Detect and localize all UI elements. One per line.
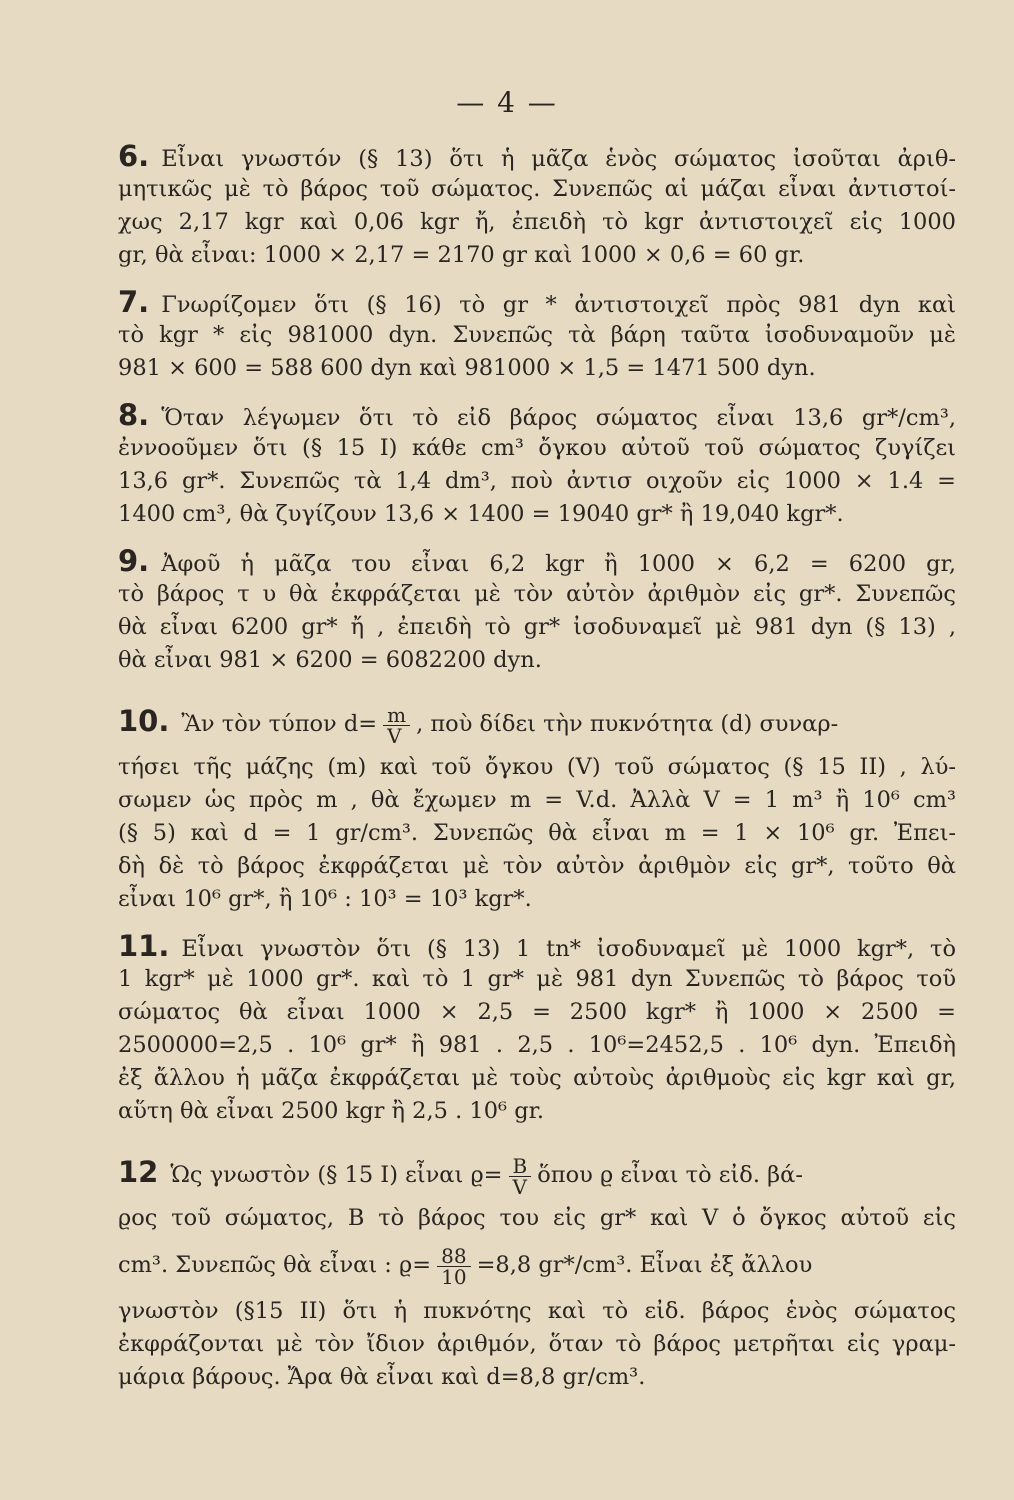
- fraction: [383, 702, 410, 748]
- text-line: Γνωρίζομεν ὅτι (§ 16) τὸ gr * ἀντιστοιχεῖ πρὸς 981 dyn καὶ: [161, 292, 956, 318]
- text-line: gr, θὰ εἶναι: 1000 × 2,17 = 2170 gr καὶ 1000 × 0,6 = 60 gr.: [118, 242, 805, 268]
- text-line: τήσει τῆς μάζης (m) καὶ τοῦ ὄγκου (V) τοῦ σώματος (§ 15 II) , λύ-: [118, 754, 956, 780]
- text-line: χως 2,17 kgr καὶ 0,06 kgr ἤ, ἐπειδὴ τὸ kgr ἀντιστοιχεῖ εἰς 1000: [118, 209, 956, 235]
- text-line: 2500000=2,5 . 10⁶ gr* ἢ 981 . 2,5 . 10⁶=2452,5 . 10⁶ dyn. Ἐπειδὴ: [118, 1032, 956, 1058]
- text-line: θὰ εἶναι 981 × 6200 = 6082200 dyn.: [118, 647, 542, 673]
- text-line: θὰ εἶναι 6200 gr* ἤ , ἐπειδὴ τὸ gr* ἰσοδυναμεῖ μὲ 981 dyn (§ 13) ,: [118, 614, 956, 640]
- answer-10: [118, 691, 956, 916]
- answer-6: [118, 140, 956, 272]
- answer-11: [118, 930, 956, 1128]
- fraction: [437, 1243, 470, 1289]
- text-line: Ἀφοῦ ἡ μᾶζα του εἶναι 6,2 kgr ἢ 1000 × 6,2 = 6200 gr,: [161, 551, 956, 577]
- answer-number: 9.: [118, 545, 150, 578]
- text-line: τὸ kgr * εἰς 981000 dyn. Συνεπῶς τὰ βάρη ταῦτα ἰσοδυναμοῦν μὲ: [118, 322, 956, 348]
- text-line: αὕτη θὰ εἶναι 2500 kgr ἢ 2,5 . 10⁶ gr.: [118, 1098, 545, 1124]
- page-body: [118, 140, 956, 1408]
- text-fragment: cm³. Συνεπῶς θὰ εἶναι : ϱ=: [118, 1252, 432, 1278]
- answer-9: [118, 545, 956, 677]
- text-line: ἐκφράζονται μὲ τὸν ἴδιον ἀριθμόν, ὅταν τὸ βάρος μετρῆται εἰς γραμ-: [118, 1331, 956, 1357]
- page-number: — 4 —: [456, 86, 558, 119]
- fraction-denominator: 10: [441, 1264, 467, 1289]
- text-line: Εἶναι γνωστὸν ὅτι (§ 13) 1 tn* ἰσοδυναμεῖ μὲ 1000 kgr*, τὸ: [181, 936, 956, 962]
- text-line: 1400 cm³, θὰ ζυγίζουν 13,6 × 1400 = 19040 gr* ἢ 19,040 kgr*.: [118, 501, 844, 527]
- text-line: Εἶναι γνωστόν (§ 13) ὅτι ἡ μᾶζα ἑνὸς σώματος ἰσοῦται ἀριθ-: [161, 146, 956, 172]
- text-line: εἶναι 10⁶ gr*, ἢ 10⁶ : 10³ = 10³ kgr*.: [118, 886, 532, 912]
- text-line: 13,6 gr*. Συνεπῶς τὰ 1,4 dm³, ποὺ ἀντισ οιχοῦν εἰς 1000 × 1.4 =: [118, 468, 956, 494]
- text-line: δὴ δὲ τὸ βάρος ἐκφράζεται μὲ τὸν αὐτὸν ἀριθμὸν εἰς gr*, τοῦτο θὰ: [118, 853, 956, 879]
- answer-12: [118, 1142, 956, 1394]
- answer-number: 6.: [118, 140, 150, 173]
- text-line: γνωστὸν (§15 II) ὅτι ἡ πυκνότης καὶ τὸ εἰδ. βάρος ἑνὸς σώματος: [118, 1298, 956, 1324]
- text-line: Ὅταν λέγωμεν ὅτι τὸ εἰδ βάρος σώματος εἶναι 13,6 gr*/cm³,: [161, 405, 956, 431]
- answer-number: 11.: [118, 930, 170, 963]
- answer-number: 8.: [118, 399, 150, 432]
- text-line: ϱος τοῦ σώματος, B τὸ βάρος του εἰς gr* καὶ V ὁ ὄγκος αὐτοῦ εἰς: [118, 1205, 956, 1231]
- text-line: 981 × 600 = 588 600 dyn καὶ 981000 × 1,5 = 1471 500 dyn.: [118, 355, 816, 381]
- text-line: ἐξ ἄλλου ἡ μᾶζα ἐκφράζεται μὲ τοὺς αὐτοὺς ἀριθμοὺς εἰς kgr καὶ gr,: [118, 1065, 956, 1091]
- text-line: σώματος θὰ εἶναι 1000 × 2,5 = 2500 kgr* ἢ 1000 × 2500 =: [118, 999, 956, 1025]
- answer-number: 7.: [118, 286, 150, 319]
- fraction-numerator: m: [383, 705, 410, 726]
- answer-7: [118, 286, 956, 385]
- text-fragment: Ὡς γνωστὸν (§ 15 I) εἶναι ϱ=: [170, 1162, 503, 1188]
- answer-8: [118, 399, 956, 531]
- text-line: τὸ βάρος τ υ θὰ ἐκφράζεται μὲ τὸν αὐτὸν ἀριθμὸν εἰς gr*. Συνεπῶς: [118, 581, 956, 607]
- text-line: (§ 5) καὶ d = 1 gr/cm³. Συνεπῶς θὰ εἶναι m = 1 × 10⁶ gr. Ἐπει-: [118, 820, 956, 846]
- text-line: μητικῶς μὲ τὸ βάρος τοῦ σώματος. Συνεπῶς αἱ μάζαι εἶναι ἀντιστοί-: [118, 176, 956, 202]
- text-line: ἐννοοῦμεν ὅτι (§ 15 I) κάθε cm³ ὄγκου αὐτοῦ τοῦ σώματος ζυγίζει: [118, 435, 956, 461]
- text-fragment: Ἂν τὸν τύπον d=: [181, 711, 378, 737]
- answer-number: 12: [118, 1155, 159, 1189]
- answer-number: 10.: [118, 704, 170, 738]
- text-line: μάρια βάρους. Ἄρα θὰ εἶναι καὶ d=8,8 gr/cm³.: [118, 1364, 646, 1390]
- fraction-denominator: V: [387, 723, 402, 748]
- text-fragment: ὅπου ϱ εἶναι τὸ εἰδ. βά-: [537, 1162, 803, 1188]
- text-fragment: , ποὺ δίδει τὴν πυκνότητα (d) συναρ-: [416, 711, 839, 737]
- text-fragment: =8,8 gr*/cm³. Εἶναι ἐξ ἄλλου: [476, 1252, 813, 1278]
- text-line: 1 kgr* μὲ 1000 gr*. καὶ τὸ 1 gr* μὲ 981 dyn Συνεπῶς τὸ βάρος τοῦ: [118, 966, 956, 992]
- fraction-numerator: 88: [437, 1246, 470, 1267]
- fraction: [509, 1153, 532, 1199]
- fraction-numerator: B: [509, 1156, 532, 1177]
- text-line: σωμεν ὡς πρὸς m , θὰ ἔχωμεν m = V.d. Ἀλλὰ V = 1 m³ ἢ 10⁶ cm³: [118, 787, 956, 813]
- fraction-denominator: V: [512, 1174, 527, 1199]
